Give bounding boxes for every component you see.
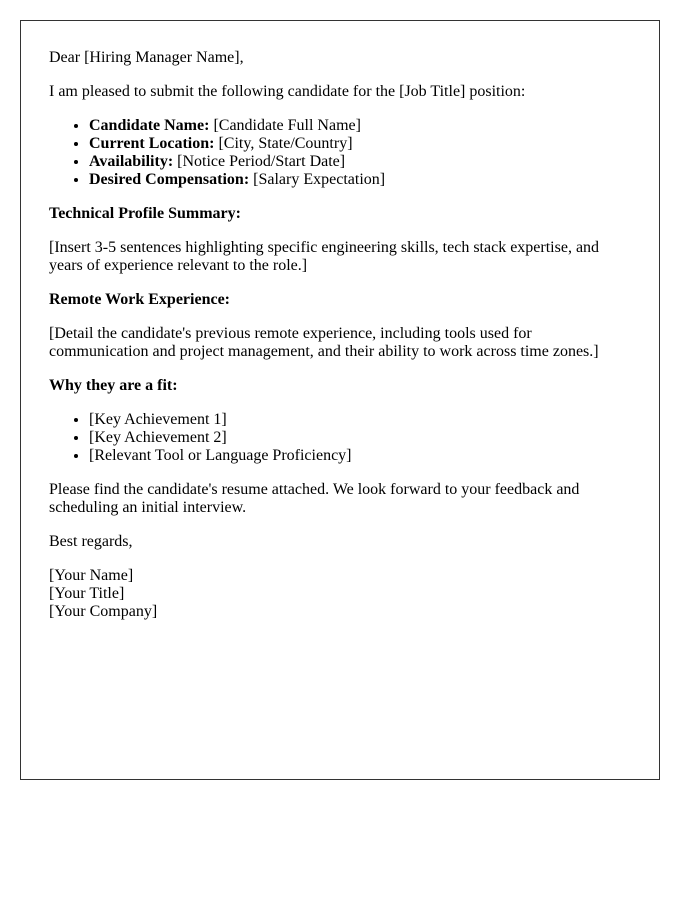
fit-heading: Why they are a fit: <box>49 377 178 394</box>
list-item: • [Relevant Tool or Language Proficiency] <box>89 447 631 465</box>
detail-value: [Salary Expectation] <box>253 171 386 188</box>
signature-company: [Your Company] <box>49 603 158 620</box>
signature-block <box>49 567 631 621</box>
technical-profile-heading: Technical Profile Summary: <box>49 205 241 222</box>
detail-value: [Candidate Full Name] <box>213 117 361 134</box>
list-item <box>89 153 631 171</box>
detail-label: Candidate Name: <box>89 117 210 134</box>
technical-profile-body: [Insert 3-5 sentences highlighting specific engineering skills, tech stack expertise, and years of experience relevant to the role.] <box>49 239 600 274</box>
sign-off: Best regards, <box>49 533 133 550</box>
remote-work-body: [Detail the candidate's previous remote experience, including tools used for communication and project management, and their ability to work across time zones.] <box>49 325 599 360</box>
detail-label: Desired Compensation: <box>89 171 250 188</box>
detail-label: Current Location: <box>89 135 215 152</box>
list-item: • [Key Achievement 1] <box>89 411 631 429</box>
list-item: • [Key Achievement 2] <box>89 429 631 447</box>
closing-paragraph: Please find the candidate's resume attached. We look forward to your feedback and scheduling an initial interview. <box>49 481 580 516</box>
detail-label: Availability: <box>89 153 174 170</box>
intro-paragraph: I am pleased to submit the following candidate for the [Job Title] position: <box>49 83 526 100</box>
greeting: Dear [Hiring Manager Name], <box>49 49 244 66</box>
list-item <box>89 135 631 153</box>
list-item <box>89 117 631 135</box>
signature-name: [Your Name] <box>49 567 134 584</box>
candidate-details-list <box>49 117 631 189</box>
letter-page <box>20 20 660 780</box>
remote-work-heading: Remote Work Experience: <box>49 291 230 308</box>
detail-value: [Notice Period/Start Date] <box>177 153 346 170</box>
signature-title: [Your Title] <box>49 585 125 602</box>
detail-value: [City, State/Country] <box>218 135 353 152</box>
list-item <box>89 171 631 189</box>
fit-list <box>49 411 631 465</box>
